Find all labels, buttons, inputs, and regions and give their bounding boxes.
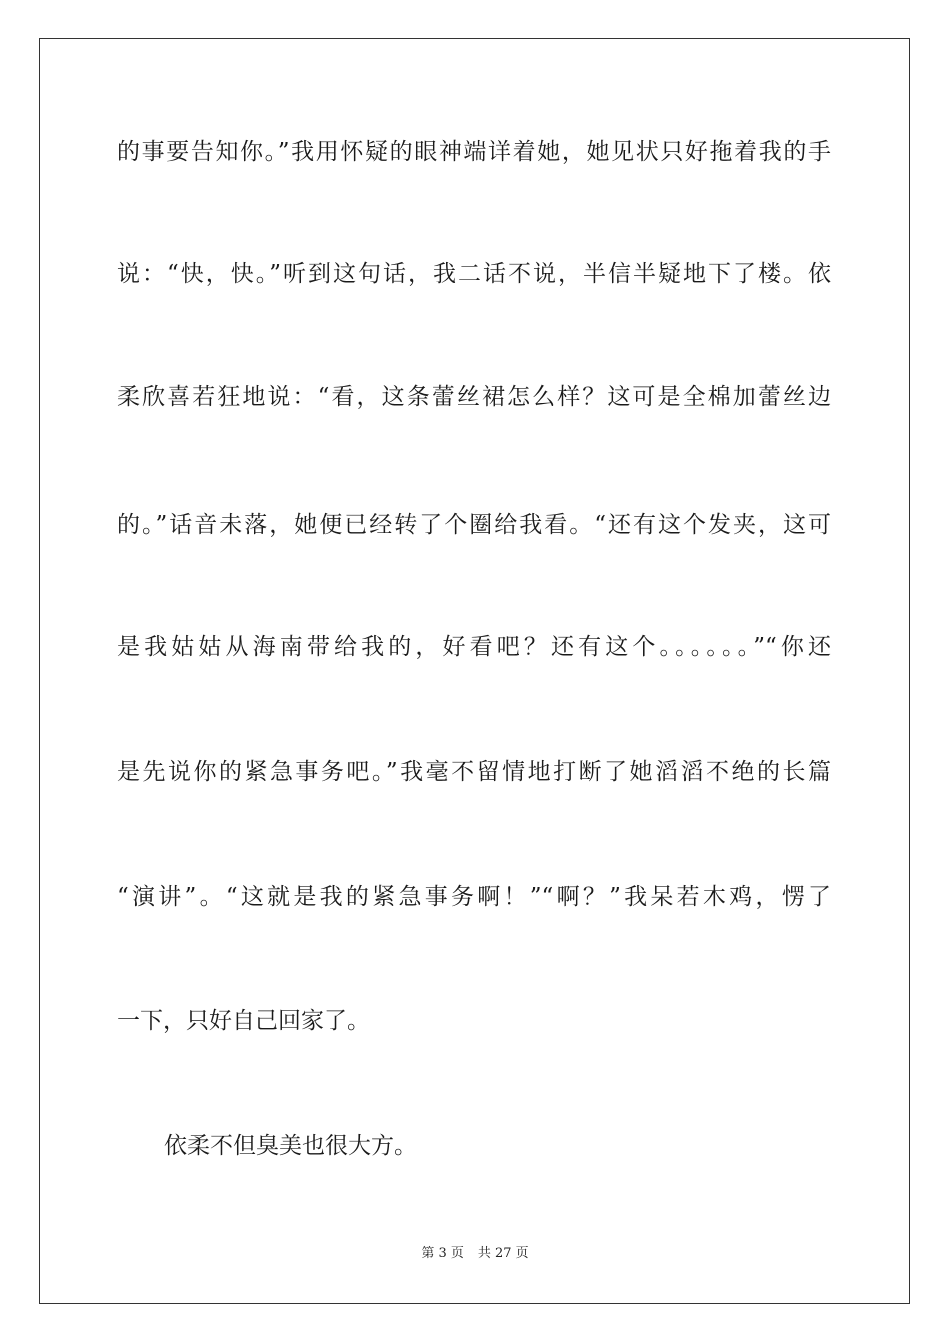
page-total: 共 27 页 [477,1246,529,1261]
page-footer [0,1245,950,1263]
body-text-line-1: 的事要告知你。”我用怀疑的眼神端详着她，她见状只好拖着我的手 [117,139,831,165]
body-text-line-5: 是我姑姑从海南带给我的，好看吧？还有这个。。。。。。”“你还 [117,634,831,660]
body-text-line-8: 一下，只好自己回家了。 [117,1008,370,1034]
page-border [39,38,910,1304]
body-text-line-3: 柔欣喜若狂地说：“看，这条蕾丝裙怎么样？这可是全棉加蕾丝边 [117,384,831,410]
body-text-line-2: 说：“快，快。”听到这句话，我二话不说，半信半疑地下了楼。依 [117,261,831,287]
paragraph-start-line: 依柔不但臭美也很大方。 [164,1133,417,1159]
page-number: 第 3 页 [421,1246,464,1261]
body-text-line-4: 的。”话音未落，她便已经转了个圈给我看。“还有这个发夹，这可 [117,512,831,538]
body-text-line-6: 是先说你的紧急事务吧。”我毫不留情地打断了她滔滔不绝的长篇 [117,759,831,785]
body-text-line-7: “演讲”。“这就是我的紧急事务啊！”“啊？”我呆若木鸡，愣了 [117,884,831,910]
